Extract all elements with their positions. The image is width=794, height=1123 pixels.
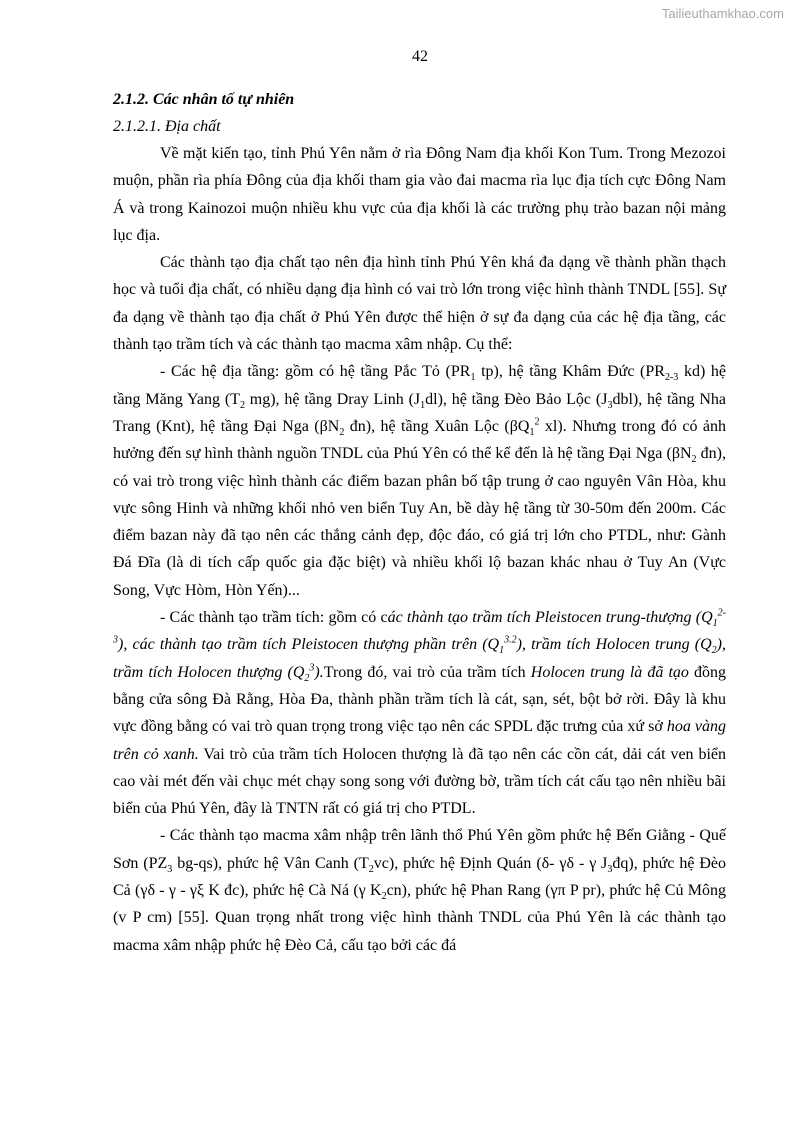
paragraph-sediments: - Các thành tạo trầm tích: gồm có các thành tạo trầm tích Pleistocen trung-thượng $(Q_1^{2-3})$, các thành tạo trầm tích Pleistocen thượng phần trên $(Q_1^{3.2})$, trầm tích Holocen trung $(Q_2)$, trầm tích Holocen thượng $(Q_2^3).Trong$ đó, vai trò của trầm tích Holocen trung là đã tạo đồng bằng cửa sông Đà Rằng, Hòa Đa, thành phần trầm tích là cát, sạn, sét, bột bở rời. Đây là khu vực đồng bằng có vai trò quan trọng trong việc tạo nên các SPDL đặc trưng của xứ sở hoa vàng trên cỏ xanh. Vai trò của trầm tích Holocen thượng là đã tạo nên các cồn cát, dải cát ven biển cao vài mét đến vài chục mét chạy song song với đường bờ, trầm tích cát cấu tạo nên nhiều bãi biển của Phú Yên, đây là TNTN rất có giá trị cho PTDL. <box>113 607 727 818</box>
subsection-heading: 2.1.2.1. Địa chất <box>113 118 221 135</box>
watermark: Tailieuthamkhao.com <box>661 6 784 21</box>
paragraph-formations: Các thành tạo địa chất tạo nên địa hình tỉnh Phú Yên khá đa dạng về thành phần thạch học và tuổi địa chất, có nhiều dạng địa hình có vai trò lớn trong việc hình thành TNDL [55]. Sự đa dạng về thành tạo địa chất ở Phú Yên được thể hiện ở sự đa dạng của các hệ địa tầng, các thành tạo trầm tích và các thành tạo macma xâm nhập. Cụ thể: <box>113 254 726 354</box>
document-body <box>113 86 726 959</box>
paragraph-magmatic: - Các thành tạo macma xâm nhập trên lãnh thổ Phú Yên gồm phức hệ Bến Giằng - Quế Sơn ($PZ_3$ bg-qs), phức hệ Vân Canh $(T_2vc)$, phức hệ Định Quán (δ- γδ - γ $J_3đq$), phức hệ Đèo Cả (γδ - γ - γξ K đc), phức hệ Cà Ná (γ $K_2cn$), phức hệ Phan Rang (γπ P pr), phức hệ Củ Mông (v P cm) [55]. Quan trọng nhất trong việc hình thành TNDL của Phú Yên là các thành tạo macma xâm nhập phức hệ Đèo Cả, cấu tạo bởi các đá <box>113 827 727 954</box>
section-heading: 2.1.2. Các nhân tố tự nhiên <box>113 91 295 108</box>
page-number: 42 <box>412 48 428 65</box>
paragraph-stratigraphy: - Các hệ địa tầng: gồm có hệ tầng Pắc Tỏ ($PR_1$ tp), hệ tầng Khâm Đức ($PR_{2-3}$ kd) hệ tầng Măng Yang ($T_2$ mg), hệ tầng Dray Linh $(J_1dl)$, hệ tầng Đèo Bảo Lộc $(J_3dbl)$, hệ tầng Nha Trang (Knt), hệ tầng Đại Nga ($\beta N_2$ đn), hệ tầng Xuân Lộc ($\beta Q_1^2$ xl). Nhưng trong đó có ảnh hưởng đến sự hình thành nguồn TNDL của Phú Yên có thể kể đến là hệ tầng Đại Nga ($\beta N_2$ đn), có vai trò trong việc hình thành các điểm bazan phân bố tập trung ở cao nguyên Vân Hòa, khu vực sông Hinh và những khối nhỏ ven biển Tuy An, bề dày hệ tầng từ 30-50m đến 200m. Các điểm bazan này đã tạo nên các thắng cảnh đẹp, độc đáo, có giá trị lớn cho PTDL, như: Gành Đá Đĩa (là di tích cấp quốc gia đặc biệt) và nhiều khối lộ bazan khác nhau ở Tuy An (Vực Song, Vực Hòm, Hòn Yến)... <box>113 363 727 599</box>
paragraph-tectonics: Về mặt kiến tạo, tỉnh Phú Yên nằm ở rìa Đông Nam địa khối Kon Tum. Trong Mezozoi muộn, phần rìa phía Đông của địa khối tham gia vào đai macma rìa lục địa tích cực Đông Nam Á và trong Kainozoi muộn nhiều khu vực của địa khối là các trường phụ trào bazan nội mảng lục địa. <box>113 145 726 244</box>
